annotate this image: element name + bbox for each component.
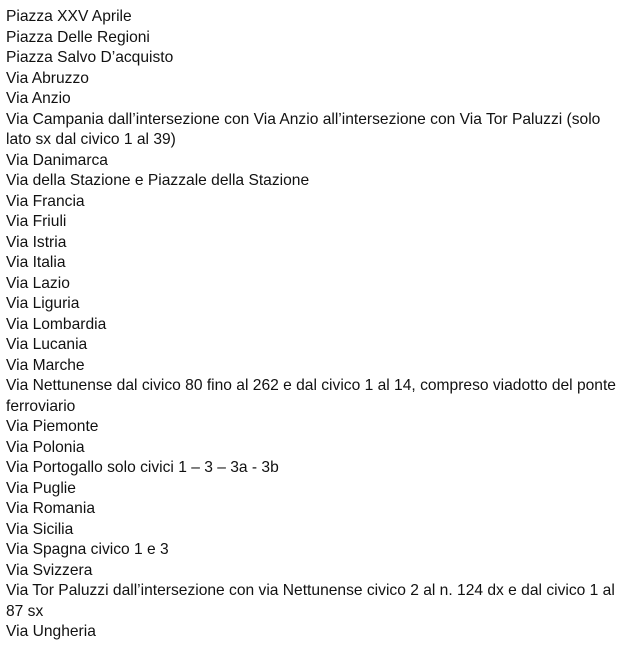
- street-item: Via Italia: [6, 254, 66, 271]
- street-item: Via Romania: [6, 500, 95, 517]
- street-item: Piazza Salvo D’acquisto: [6, 49, 174, 66]
- street-item: Via Francia: [6, 192, 85, 210]
- street-item: Via Abruzzo: [6, 69, 89, 87]
- street-item: Via Portogallo solo civici 1 – 3 – 3a - 3b: [6, 459, 279, 476]
- street-item: Via Liguria: [6, 295, 80, 312]
- street-item: Piazza XXV Aprile: [6, 8, 132, 25]
- street-item: Via Ungheria: [6, 623, 96, 640]
- street-item: Via Marche: [6, 356, 85, 374]
- street-item: Via Tor Paluzzi dall’intersezione con via Nettunense civico 2 al n. 124 dx e dal civico 1 al 87 sx: [6, 582, 615, 620]
- street-item: Via Sicilia: [6, 520, 74, 538]
- street-item: Via Istria: [6, 233, 67, 251]
- street-item: Via Nettunense dal civico 80 fino al 262 e dal civico 1 al 14, compreso viadotto del ponte ferroviario: [6, 377, 616, 415]
- street-item: Via Svizzera: [6, 561, 93, 579]
- street-item: Via Spagna civico 1 e 3: [6, 541, 169, 558]
- street-item: Via Lucania: [6, 336, 88, 353]
- street-item: Via Piemonte: [6, 418, 99, 435]
- street-item: Via della Stazione e Piazzale della Stazione: [6, 172, 310, 189]
- street-item: Via Polonia: [6, 438, 85, 456]
- street-item: Via Danimarca: [6, 151, 108, 169]
- street-item: Piazza Delle Regioni: [6, 28, 150, 46]
- street-item: Via Puglie: [6, 479, 76, 497]
- street-item: Via Anzio: [6, 90, 71, 107]
- street-item: Via Friuli: [6, 213, 67, 230]
- street-item: Via Lombardia: [6, 315, 107, 333]
- street-item: Via Lazio: [6, 274, 70, 292]
- street-item: Via Campania dall’intersezione con Via Anzio all’intersezione con Via Tor Paluzzi (solo lato sx dal civico 1 al 39): [6, 110, 601, 148]
